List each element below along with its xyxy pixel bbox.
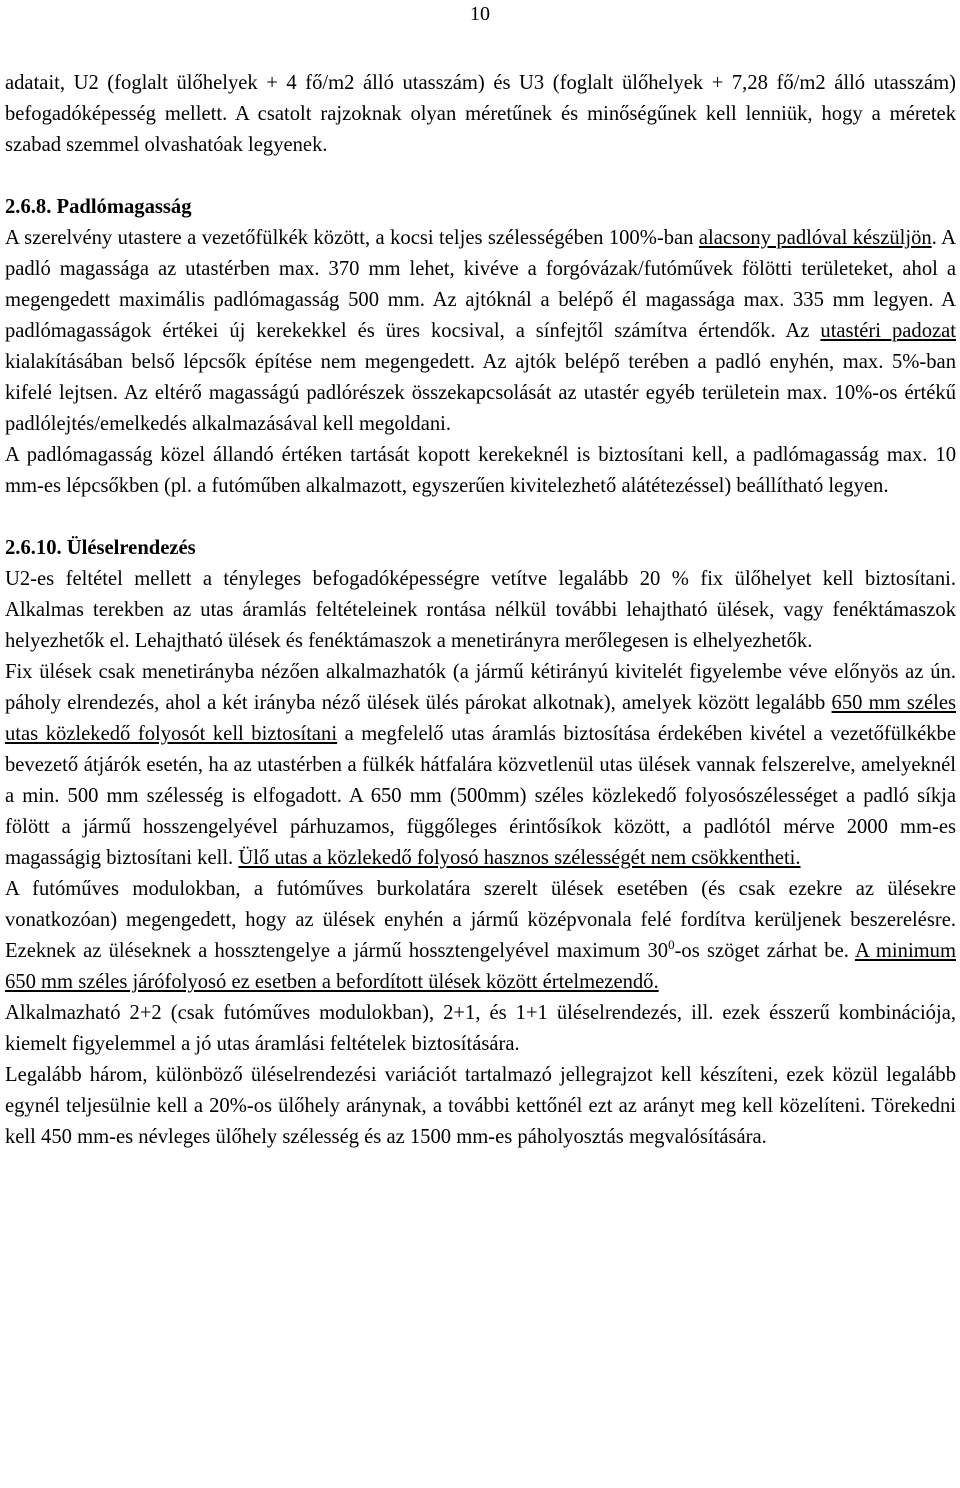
section-heading-2-6-8: [5, 192, 956, 223]
text-run: Fix ülések csak menetirányba nézően alkalmazhatók (a jármű kétirányú kivitelét figyelembe véve előnyös az ún. páholy elrendezés, ahol a két irányba néző ülések ülés párokat alkotnak), amelyek között legalább: [5, 661, 956, 714]
section-number: 2.6.8.: [5, 196, 52, 218]
underlined-text: Ülő utas a közlekedő folyosó hasznos szélességét nem csökkentheti.: [238, 847, 801, 869]
text-run: A szerelvény utastere a vezetőfülkék között, a kocsi teljes szélességében 100%-ban: [5, 227, 699, 249]
document-body: [5, 68, 956, 1153]
text-run: A futóműves modulokban, a futóműves burkolatára szerelt ülések esetében (és csak ezekre az ülésekre vonatkozóan) megengedett, hogy az ülések enyhén a jármű középvonala felé fordítva kerüljenek beszerelésre. Ezeknek az üléseknek a hossztengelye a jármű hossztengelyével maximum 30: [5, 878, 956, 962]
underlined-text: A minimum 650 mm széles járófolyosó ez esetben a befordított ülések között értelmezendő.: [5, 940, 956, 993]
seating-paragraph-1: U2-es feltétel mellett a tényleges befogadóképességre vetítve legalább 20 % fix ülőhelyet kell biztosítani. Alkalmas terekben az utas áramlás feltételeinek rontása nélkül további lehajtható ülések, vagy fenéktámaszok helyezhetők el. Lehajtható ülések és fenéktámaszok a menetirányra merőlegesen is elhelyezhetők.: [5, 568, 956, 652]
text-run: -os szöget zárhat be.: [674, 940, 855, 962]
underlined-text: utastéri padozat: [820, 320, 956, 342]
section-title: Üléselrendezés: [66, 537, 196, 559]
seating-paragraph-3: [5, 874, 956, 998]
seating-paragraph-5: Legalább három, különböző üléselrendezési variációt tartalmazó jellegrajzot kell készíteni, ezek közül legalább egynél teljesülnie kell a 20%-os ülőhely aránynak, a további kettőnél ezt az arányt meg kell közelíteni. Törekedni kell 450 mm-es névleges ülőhely szélesség és az 1500 mm-es páholyosztás megvalósítására.: [5, 1064, 956, 1148]
seating-paragraph-4: Alkalmazható 2+2 (csak futóműves modulokban), 2+1, és 1+1 üléselrendezés, ill. ezek ésszerű kombinációja, kiemelt figyelemmel a jó utas áramlási feltételek biztosítására.: [5, 1002, 956, 1055]
text-run: kialakításában belső lépcsők építése nem megengedett. Az ajtók belépő terében a padló enyhén, max. 5%-ban kifelé lejtsen. Az eltérő magasságú padlórészek összekapcsolását az utastér egyéb területein max. 10%-os értékű padlólejtés/emelkedés alkalmazásával kell megoldani.: [5, 351, 956, 435]
intro-paragraph: adatait, U2 (foglalt ülőhelyek + 4 fő/m2 álló utasszám) és U3 (foglalt ülőhelyek + 7,28 fő/m2 álló utasszám) befogadóképesség mellett. A csatolt rajzoknak olyan méretűnek és minőségűnek kell lenniük, hogy a méretek szabad szemmel olvashatóak legyenek.: [5, 72, 956, 156]
section-heading-2-6-10: [5, 533, 956, 564]
floor-height-wheel-paragraph: A padlómagasság közel állandó értéken tartását kopott kerekeknél is biztosítani kell, a padlómagasság max. 10 mm-es lépcsőkben (pl. a futóműben alkalmazott, egyszerűen kivitelezhető alátétezéssel) beállítható legyen.: [5, 444, 956, 497]
text-run: . A padló magassága az utastérben max. 370 mm lehet, kivéve a forgóvázak/futóművek fölötti területeket, ahol a megengedett maximális padlómagasság 500 mm. Az ajtóknál a belépő él magassága max. 335 mm legyen. A padlómagasságok értékei új kerekekkel és üres kocsival, a sínfejtől számítva értendők. Az: [5, 227, 957, 342]
underlined-text: 650 mm széles utas közlekedő folyosót kell biztosítani: [5, 692, 956, 745]
section-title: Padlómagasság: [56, 196, 192, 218]
superscript: 0: [668, 937, 675, 952]
text-run: a megfelelő utas áramlás biztosítása érdekében kivétel a vezetőfülkékbe bevezető átjárók esetén, ha az utastérben a fülkék hátfalára közvetlenül utas ülések vannak felszerelve, amelyeknél a min. 500 mm szélesség is elfogadott. A 650 mm (500mm) széles közlekedő folyosószélességet a padló síkja fölött a jármű hosszengelyével párhuzamos, függőleges érintősíkok között, a padlótól mérve 2000 mm-es magasságig biztosítani kell.: [5, 723, 956, 869]
seating-paragraph-2: [5, 657, 956, 874]
floor-height-paragraph: [5, 223, 956, 440]
page-number: 10: [470, 3, 490, 25]
underlined-text: alacsony padlóval készüljön: [698, 227, 932, 249]
section-number: 2.6.10.: [5, 537, 62, 559]
